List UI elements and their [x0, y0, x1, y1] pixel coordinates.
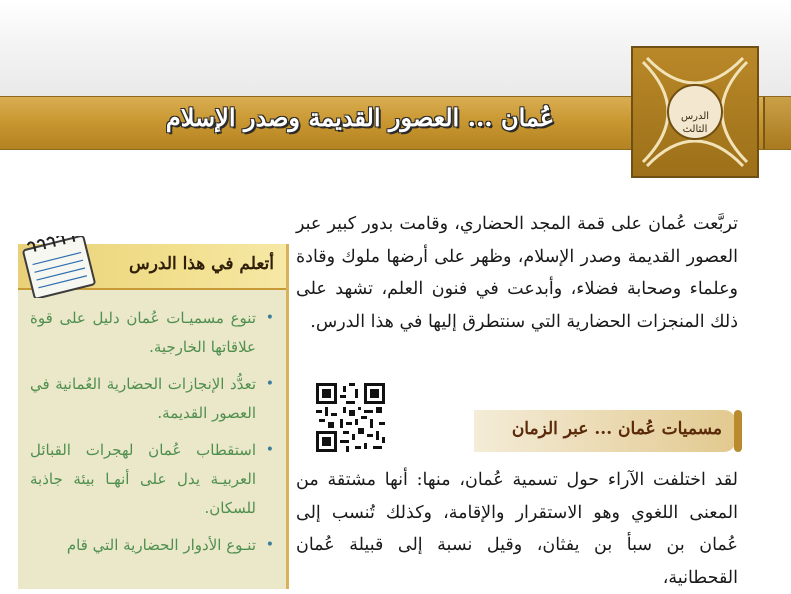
- lesson-number-label: الدرس الثالث: [680, 111, 710, 135]
- objective-text: تنوع مسميـات عُمان دليل على قوة علاقاتها الخارجية.: [30, 309, 256, 356]
- section-heading: مسميات عُمان ... عبر الزمان: [511, 419, 722, 439]
- section-heading-lip: [734, 410, 742, 452]
- list-item: [30, 304, 274, 362]
- lesson-title: عُمان ... العصور القديمة وصدر الإسلام: [165, 103, 555, 132]
- list-item: [30, 531, 274, 560]
- section-heading-banner: [474, 410, 736, 452]
- bullet-icon: •: [265, 376, 274, 392]
- objectives-list: [30, 304, 274, 568]
- list-item: [30, 436, 274, 523]
- notepad-icon: [18, 236, 102, 298]
- qr-code[interactable]: [316, 383, 385, 452]
- intro-paragraph: تربَّعت عُمان على قمة المجد الحضاري، وقامت بدور كبير عبر العصور القديمة وصدر الإسلام، وظهر على أرضها ملوك وقادة وعلماء وصحابة فضلاء، وأبدعت في فنون العلم، تشهد على ذلك المنجزات الحضارية التي سنتطرق إليها في هذا الدرس.: [296, 214, 738, 332]
- bullet-icon: •: [265, 310, 274, 326]
- learning-objectives-title: أتعلم في هذا الدرس: [128, 254, 274, 274]
- title-band-edge: [763, 97, 791, 149]
- lesson-emblem: [631, 46, 759, 178]
- section-paragraph: لقد اختلفت الآراء حول تسمية عُمان، منها: أنها مشتقة من المعنى اللغوي وهو الاستقرار والإقامة، وكذلك تُنسب إلى عُمان بن سبأ بن يفثان، وقيل نسبة إلى قبيلة عُمان القحطانية،: [296, 470, 738, 588]
- bullet-icon: •: [265, 442, 274, 458]
- list-item: [30, 370, 274, 428]
- objective-text: تعدُّد الإنجازات الحضارية العُمانية في العصور القديمة.: [30, 375, 256, 422]
- bullet-icon: •: [265, 537, 274, 553]
- objective-text: تنـوع الأدوار الحضارية التي قام: [66, 536, 256, 554]
- objective-text: استقطاب عُمان لهجرات القبائل العربيـة يدل على أنهـا بيئة جاذبة للسكان.: [30, 441, 256, 517]
